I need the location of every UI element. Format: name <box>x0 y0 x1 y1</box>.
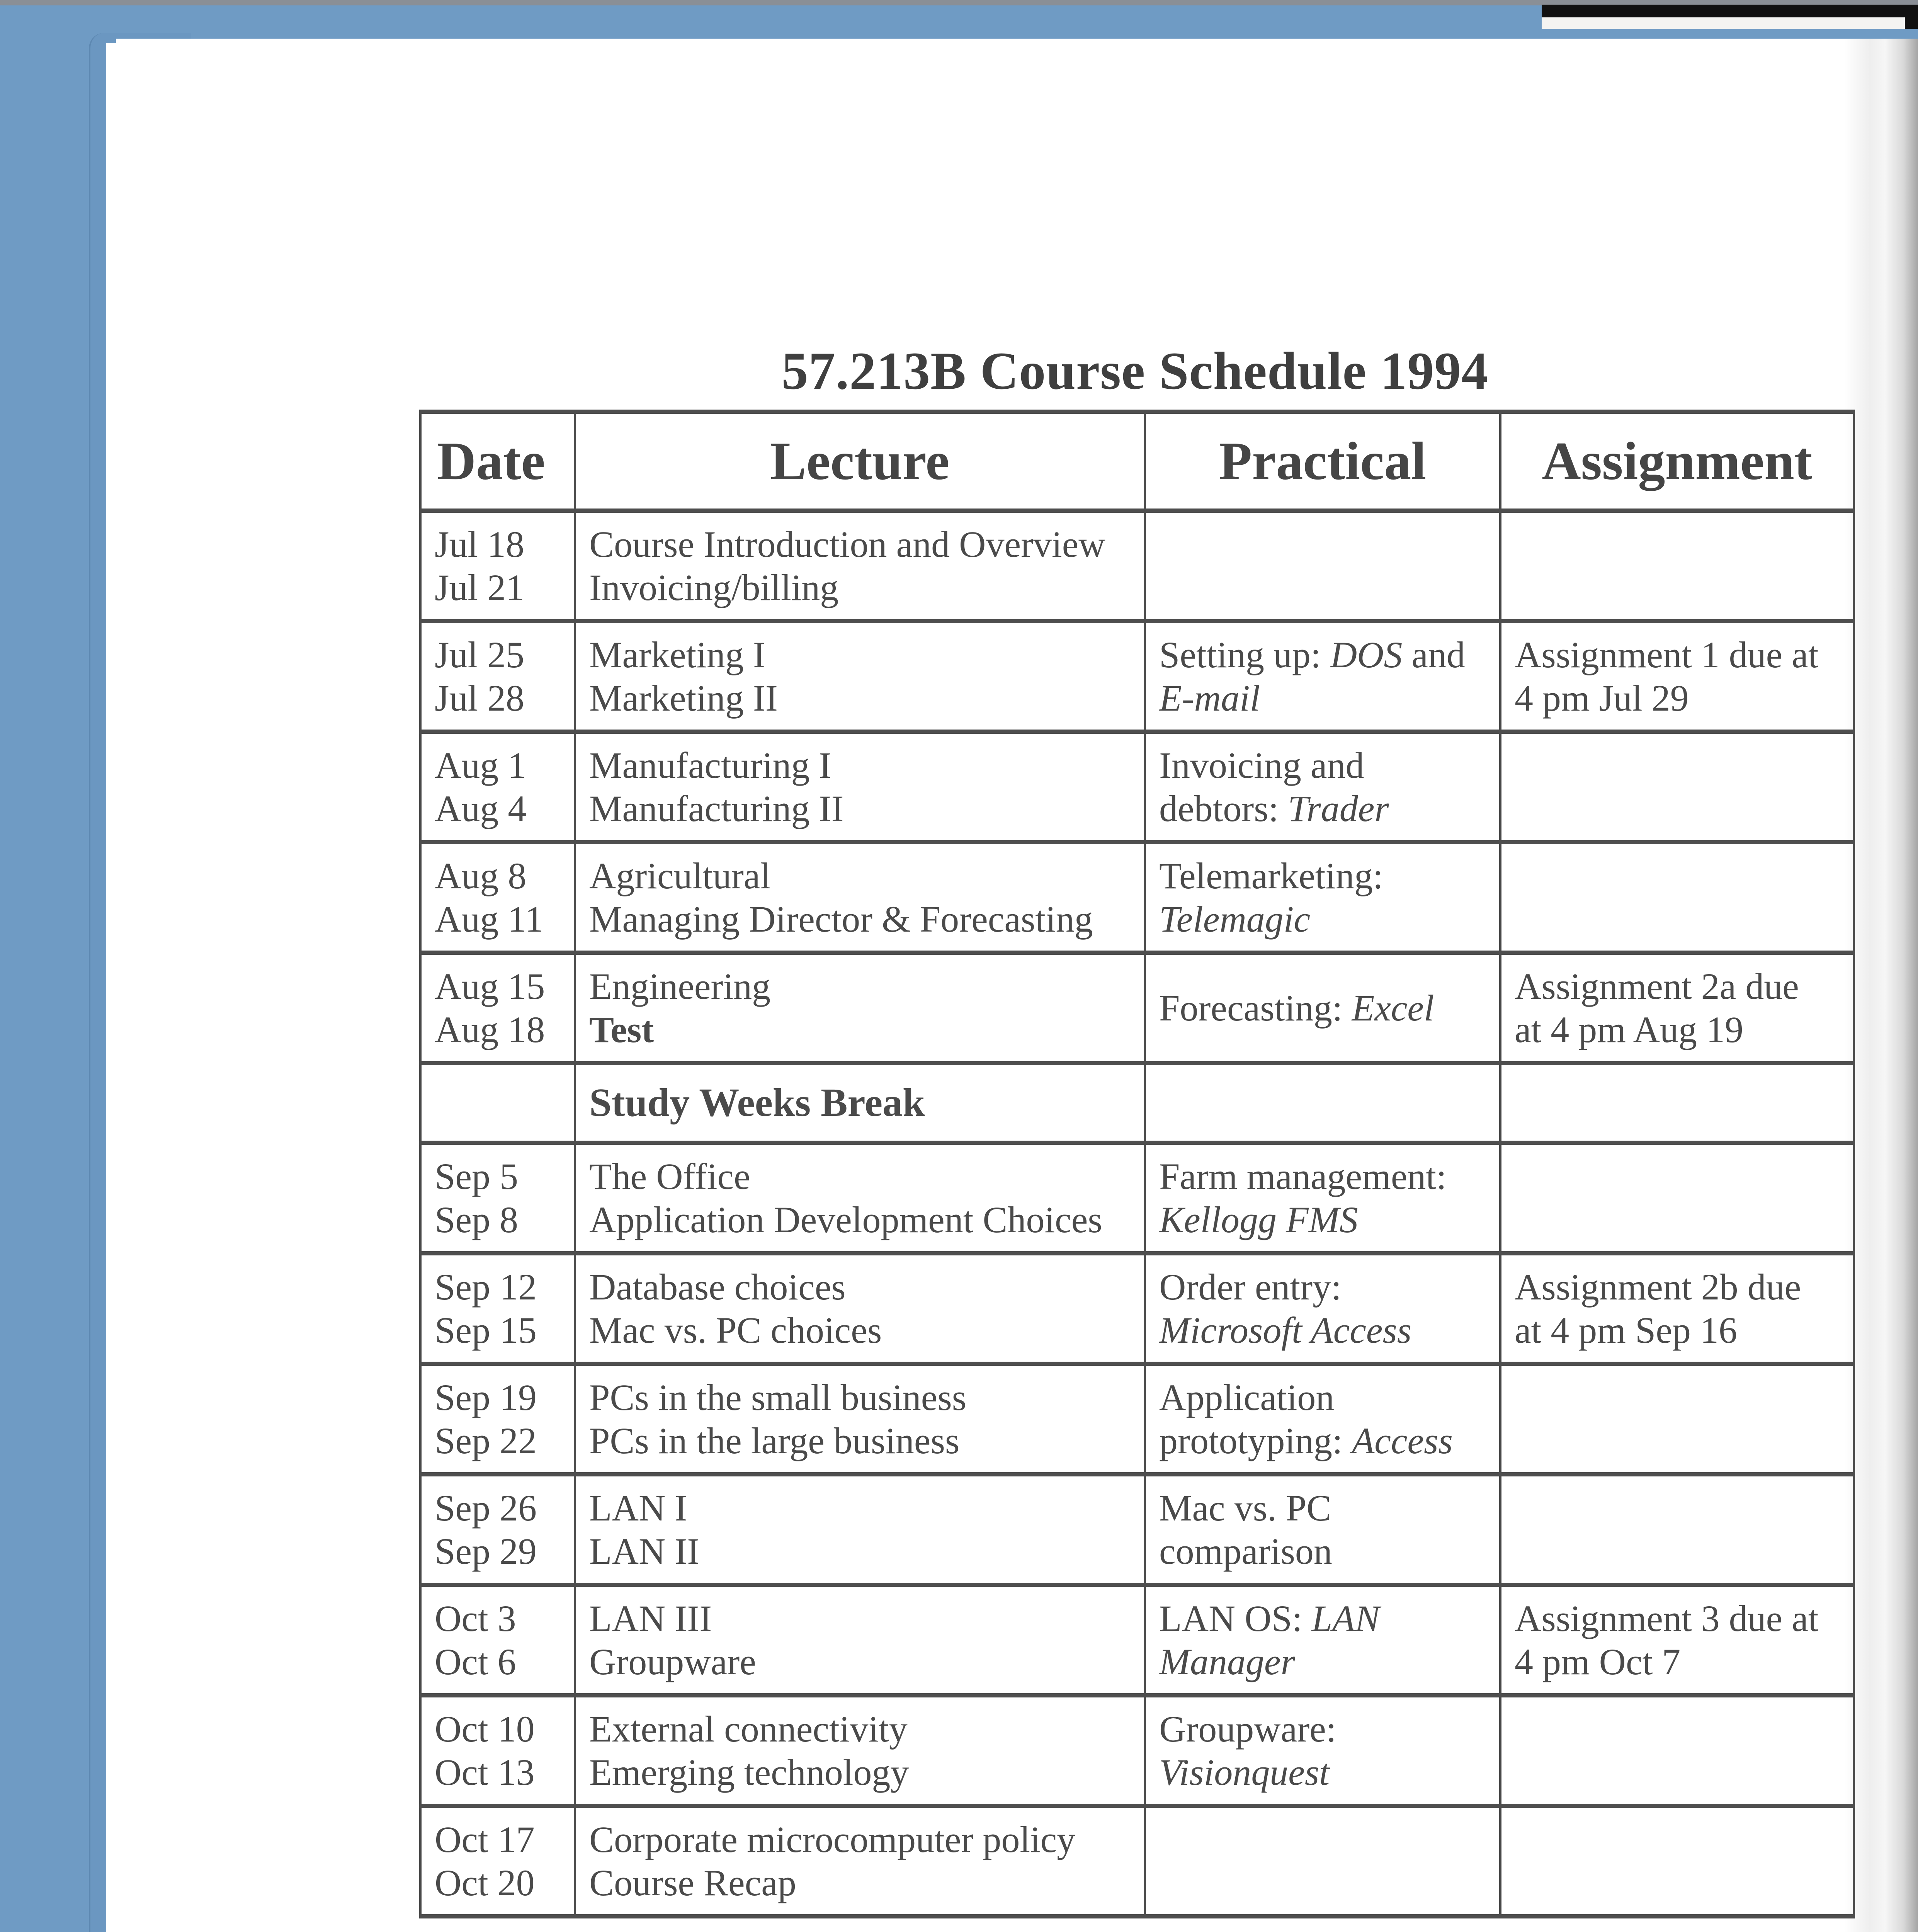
lecture-topic: Application Development Choices <box>589 1199 1102 1240</box>
lecture-date: Jul 25 <box>435 634 525 675</box>
practical-line <box>1159 898 1486 941</box>
lecture-topic: Course Recap <box>589 1862 796 1903</box>
practical-text: comparison <box>1159 1530 1332 1572</box>
practical-software: Kellogg FMS <box>1159 1199 1358 1240</box>
table-header-row <box>420 412 1854 511</box>
practical-text: Invoicing and <box>1159 744 1364 786</box>
assignment-cell <box>1500 1063 1854 1143</box>
assignment-due: at 4 pm Aug 19 <box>1515 1009 1743 1050</box>
practical-line <box>1159 986 1486 1030</box>
lecture-cell <box>575 621 1145 732</box>
lecture-date: Sep 22 <box>435 1420 537 1461</box>
lecture-date: Aug 11 <box>435 898 544 940</box>
date-cell <box>420 1253 575 1364</box>
practical-cell <box>1145 621 1500 732</box>
practical-cell <box>1145 1696 1500 1806</box>
practical-software: E-mail <box>1159 677 1260 719</box>
lecture-date: Oct 6 <box>435 1641 516 1682</box>
assignment-due: 4 pm Jul 29 <box>1515 677 1689 719</box>
date-cell <box>420 1063 575 1143</box>
assignment-due: Assignment 2a due <box>1515 965 1799 1007</box>
practical-line <box>1159 1198 1486 1242</box>
lecture-date: Oct 20 <box>435 1862 535 1903</box>
date-cell <box>420 732 575 842</box>
column-header-date: Date <box>420 412 575 511</box>
date-cell <box>420 953 575 1063</box>
practical-text: Telemarketing: <box>1159 855 1383 896</box>
practical-cell <box>1145 1585 1500 1696</box>
lecture-topic: Mac vs. PC choices <box>589 1309 882 1351</box>
assignment-cell <box>1500 1364 1854 1475</box>
practical-cell <box>1145 1143 1500 1253</box>
practical-software: Excel <box>1352 987 1434 1029</box>
lecture-date: Sep 19 <box>435 1376 537 1418</box>
lecture-date: Jul 28 <box>435 677 525 719</box>
table-row <box>420 1475 1854 1585</box>
lecture-topic: External connectivity <box>589 1708 908 1750</box>
practical-cell <box>1145 842 1500 953</box>
table-row <box>420 1253 1854 1364</box>
date-cell <box>420 1696 575 1806</box>
lecture-topic: Marketing II <box>589 677 778 719</box>
lecture-topic: Manufacturing II <box>589 787 844 829</box>
date-cell <box>420 1364 575 1475</box>
lecture-topic: Emerging technology <box>589 1751 909 1793</box>
lecture-cell <box>575 1364 1145 1475</box>
table-row <box>420 1364 1854 1475</box>
lecture-cell <box>575 511 1145 621</box>
table-row <box>420 511 1854 621</box>
table-row <box>420 1143 1854 1253</box>
practical-line <box>1159 677 1486 720</box>
lecture-date: Aug 8 <box>435 855 527 896</box>
assignment-due: Assignment 2b due <box>1515 1266 1801 1308</box>
practical-line <box>1159 633 1486 677</box>
schedule-table <box>419 410 1855 1918</box>
assignment-cell <box>1500 953 1854 1063</box>
practical-line <box>1159 1640 1486 1684</box>
column-header-practical: Practical <box>1145 412 1500 511</box>
schedule-body <box>420 511 1854 1917</box>
lecture-date: Oct 13 <box>435 1751 535 1793</box>
assignment-cell <box>1500 732 1854 842</box>
lecture-cell <box>575 1475 1145 1585</box>
lecture-cell <box>575 1806 1145 1917</box>
practical-cell <box>1145 1475 1500 1585</box>
lecture-date: Aug 4 <box>435 787 527 829</box>
lecture-date: Sep 15 <box>435 1309 537 1351</box>
practical-text: prototyping: <box>1159 1420 1352 1461</box>
practical-text: Farm management: <box>1159 1155 1447 1197</box>
lecture-cell <box>575 1143 1145 1253</box>
practical-line <box>1159 1419 1486 1463</box>
practical-software: Telemagic <box>1159 898 1311 940</box>
table-row <box>420 953 1854 1063</box>
lecture-cell <box>575 953 1145 1063</box>
lecture-topic: Invoicing/billing <box>589 566 839 608</box>
practical-line <box>1159 1597 1486 1640</box>
practical-cell <box>1145 1253 1500 1364</box>
lecture-cell <box>575 1063 1145 1143</box>
lecture-topic: Groupware <box>589 1641 756 1682</box>
practical-line <box>1159 1265 1486 1309</box>
practical-text: debtors: <box>1159 787 1288 829</box>
practical-line <box>1159 787 1486 830</box>
practical-text: Mac vs. PC <box>1159 1487 1331 1529</box>
practical-text: Groupware: <box>1159 1708 1336 1750</box>
assignment-cell <box>1500 511 1854 621</box>
lecture-cell <box>575 1696 1145 1806</box>
lecture-topic: Engineering <box>589 965 771 1007</box>
practical-line <box>1159 1155 1486 1198</box>
practical-line <box>1159 854 1486 898</box>
date-cell <box>420 842 575 953</box>
lecture-date: Jul 18 <box>435 523 525 565</box>
date-cell <box>420 1585 575 1696</box>
assignment-cell <box>1500 1585 1854 1696</box>
lecture-date: Sep 29 <box>435 1530 537 1572</box>
practical-text: Order entry: <box>1159 1266 1342 1308</box>
practical-text: Forecasting: <box>1159 987 1352 1029</box>
lecture-topic: Marketing I <box>589 634 765 675</box>
date-cell <box>420 511 575 621</box>
lecture-date: Sep 12 <box>435 1266 537 1308</box>
assignment-due: Assignment 1 due at <box>1515 634 1819 675</box>
assignment-due: Assignment 3 due at <box>1515 1597 1819 1639</box>
practical-line <box>1159 1751 1486 1794</box>
practical-line <box>1159 744 1486 787</box>
practical-text: Setting up: <box>1159 634 1330 675</box>
table-row <box>420 1696 1854 1806</box>
column-header-lecture: Lecture <box>575 412 1145 511</box>
practical-software: DOS <box>1330 634 1403 675</box>
assignment-cell <box>1500 1475 1854 1585</box>
practical-text: Application <box>1159 1376 1335 1418</box>
practical-cell <box>1145 732 1500 842</box>
assignment-due: at 4 pm Sep 16 <box>1515 1309 1737 1351</box>
practical-line <box>1159 1376 1486 1419</box>
practical-line <box>1159 1486 1486 1530</box>
table-row <box>420 1585 1854 1696</box>
lecture-date: Oct 10 <box>435 1708 535 1750</box>
assignment-cell <box>1500 1143 1854 1253</box>
lecture-topic: Test <box>589 1009 654 1050</box>
table-row <box>420 842 1854 953</box>
lecture-date: Jul 21 <box>435 566 525 608</box>
table-row-break <box>420 1063 1854 1143</box>
lecture-topic: LAN I <box>589 1487 687 1529</box>
date-cell <box>420 621 575 732</box>
assignment-cell <box>1500 1806 1854 1917</box>
date-cell <box>420 1143 575 1253</box>
practical-cell <box>1145 511 1500 621</box>
assignment-cell <box>1500 621 1854 732</box>
practical-cell <box>1145 1806 1500 1917</box>
lecture-topic: Corporate microcomputer policy <box>589 1818 1076 1860</box>
assignment-cell <box>1500 1253 1854 1364</box>
assignment-cell <box>1500 842 1854 953</box>
lecture-topic: The Office <box>589 1155 750 1197</box>
lecture-topic: Managing Director & Forecasting <box>589 898 1093 940</box>
assignment-due: 4 pm Oct 7 <box>1515 1641 1681 1682</box>
practical-cell <box>1145 953 1500 1063</box>
lecture-date: Oct 17 <box>435 1818 535 1860</box>
practical-line <box>1159 1530 1486 1573</box>
lecture-cell <box>575 1585 1145 1696</box>
practical-text: and <box>1402 634 1465 675</box>
lecture-topic: Agricultural <box>589 855 771 896</box>
document-title: 57.213B Course Schedule 1994 <box>781 341 1489 400</box>
binding-shadow <box>1845 39 1918 1932</box>
lecture-topic: PCs in the large business <box>589 1420 960 1461</box>
practical-software: Visionquest <box>1159 1751 1330 1793</box>
table-row <box>420 621 1854 732</box>
column-header-assignment: Assignment <box>1500 412 1854 511</box>
practical-software: Microsoft Access <box>1159 1309 1412 1351</box>
practical-software: LAN <box>1311 1597 1380 1639</box>
study-break-label: Study Weeks Break <box>589 1080 925 1125</box>
lecture-date: Sep 26 <box>435 1487 537 1529</box>
practical-software: Manager <box>1159 1641 1295 1682</box>
lecture-date: Aug 18 <box>435 1009 545 1050</box>
lecture-topic: Course Introduction and Overview <box>589 523 1105 565</box>
practical-software: Trader <box>1288 787 1389 829</box>
lecture-topic: Manufacturing I <box>589 744 831 786</box>
lecture-cell <box>575 732 1145 842</box>
lecture-topic: LAN III <box>589 1597 712 1639</box>
table-row <box>420 1806 1854 1917</box>
lecture-cell <box>575 1253 1145 1364</box>
lecture-date: Sep 8 <box>435 1199 518 1240</box>
lecture-topic: Database choices <box>589 1266 846 1308</box>
practical-cell <box>1145 1364 1500 1475</box>
practical-line <box>1159 1309 1486 1352</box>
date-cell <box>420 1475 575 1585</box>
lecture-date: Sep 5 <box>435 1155 518 1197</box>
date-cell <box>420 1806 575 1917</box>
practical-cell <box>1145 1063 1500 1143</box>
lecture-date: Oct 3 <box>435 1597 516 1639</box>
table-row <box>420 732 1854 842</box>
lecture-topic: PCs in the small business <box>589 1376 967 1418</box>
assignment-cell <box>1500 1696 1854 1806</box>
practical-line <box>1159 1708 1486 1751</box>
lecture-date: Aug 1 <box>435 744 527 786</box>
practical-text: LAN OS: <box>1159 1597 1312 1639</box>
lecture-cell <box>575 842 1145 953</box>
lecture-topic: LAN II <box>589 1530 700 1572</box>
lecture-date: Aug 15 <box>435 965 545 1007</box>
practical-software: Access <box>1352 1420 1453 1461</box>
